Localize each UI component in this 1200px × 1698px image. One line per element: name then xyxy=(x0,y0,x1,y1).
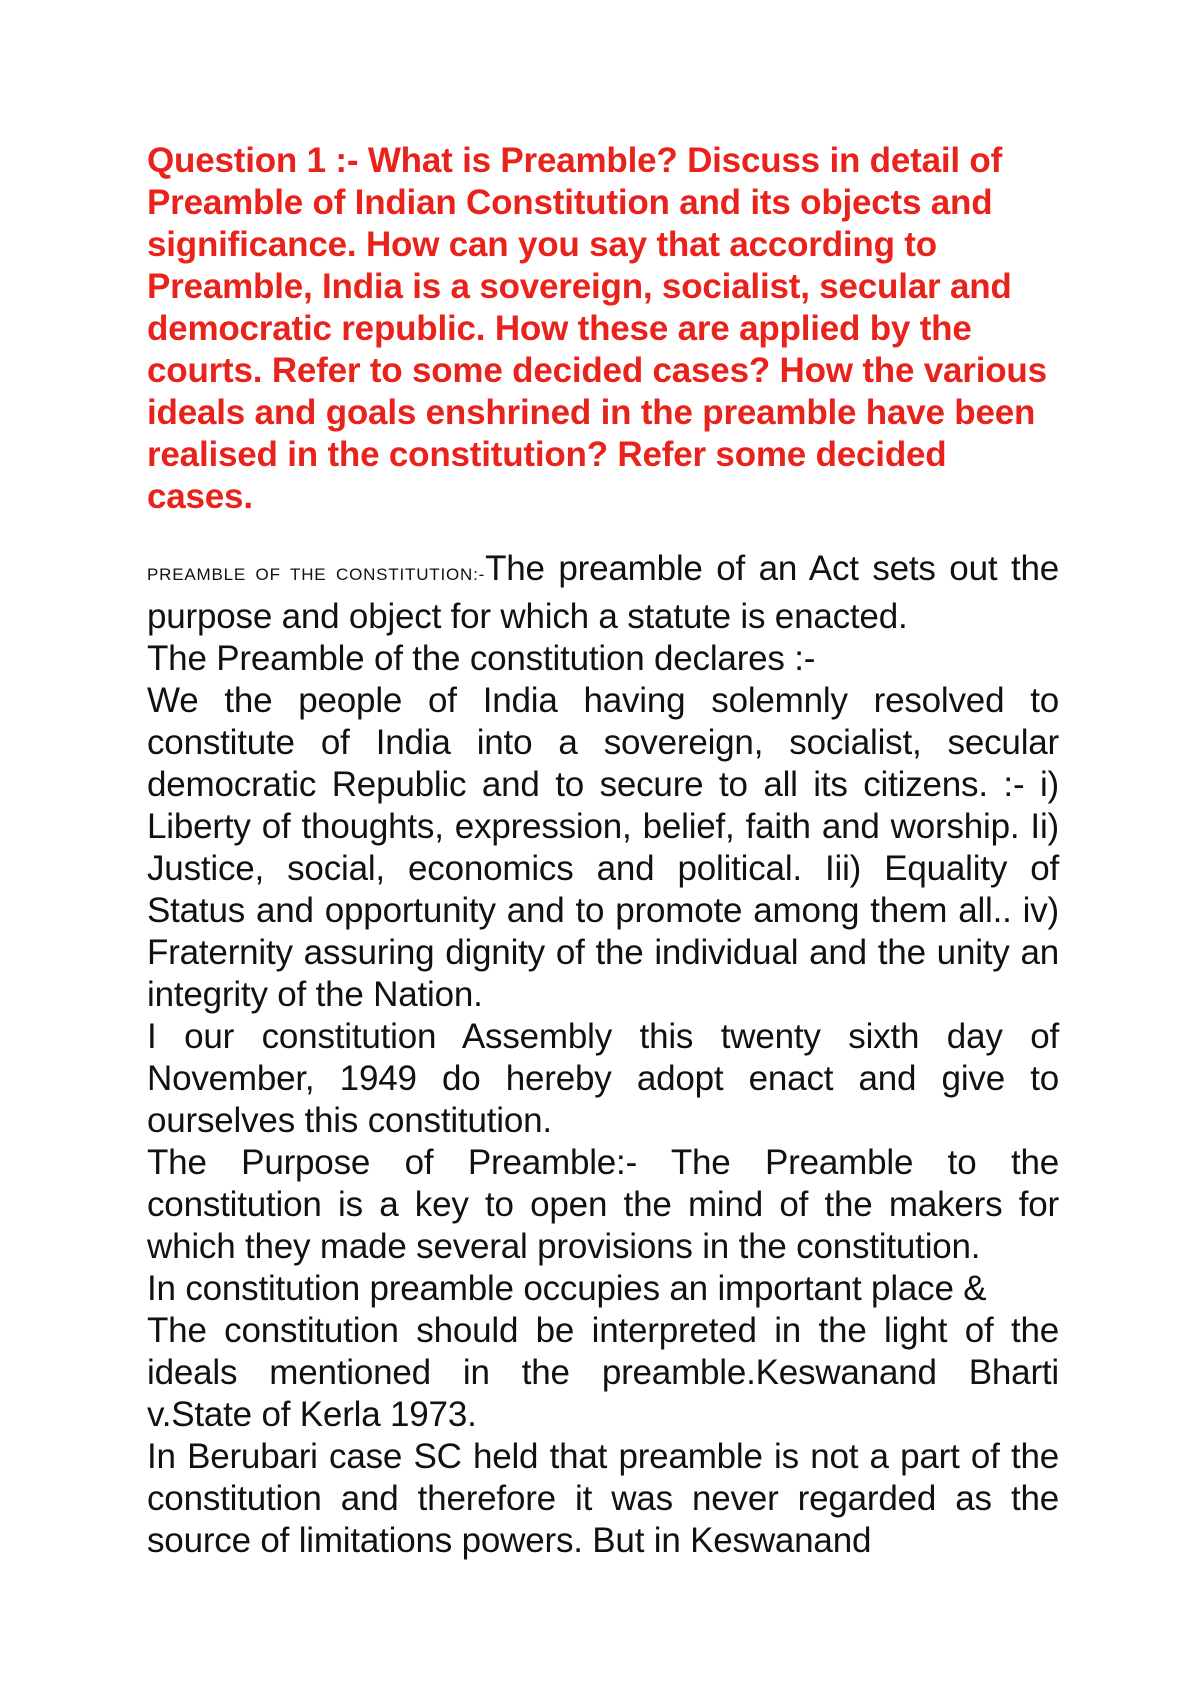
paragraph-1-text: The preamble of an Act sets out the purpose and object for which a statute is enacted. xyxy=(147,549,1059,636)
document-content xyxy=(147,140,1059,1562)
paragraph-5: The Purpose of Preamble:- The Preamble to the constitution is a key to open the mind of the makers for which they made several provisions in the constitution. xyxy=(147,1143,1059,1266)
paragraph-2: The Preamble of the constitution declares :- xyxy=(147,639,816,678)
section-heading: PREAMBLE OF THE CONSTITUTION:- xyxy=(147,565,486,584)
paragraph-3: We the people of India having solemnly resolved to constitute of India into a sovereign, socialist, secular democratic Republic and to secure to all its citizens. :- i) Liberty of thoughts, expression, belief, faith and worship. Ii) Justice, social, economics and political. Iii) Equality of Status and opportunity and to promote among them all.. iv) Fraternity assuring dignity of the individual and the unity an integrity of the Nation. xyxy=(147,681,1059,1014)
question-heading: Question 1 :- What is Preamble? Discuss in detail of Preamble of Indian Constitution and its objects and significance. How can you say that according to Preamble, India is a sovereign, socialist, secular and democratic republic. How these are applied by the courts. Refer to some decided cases? How the various ideals and goals enshrined in the preamble have been realised in the constitution? Refer some decided cases. xyxy=(147,141,1047,516)
paragraph-7: The constitution should be interpreted in the light of the ideals mentioned in the preamble.Keswanand Bharti v.State of Kerla 1973. xyxy=(147,1311,1059,1434)
paragraph-6: In constitution preamble occupies an important place & xyxy=(147,1269,987,1308)
answer-body xyxy=(147,548,1059,1562)
paragraph-1 xyxy=(147,548,1059,638)
paragraph-8: In Berubari case SC held that preamble is not a part of the constitution and therefore it was never regarded as the source of limitations powers. But in Keswanand xyxy=(147,1437,1059,1560)
paragraph-4: I our constitution Assembly this twenty sixth day of November, 1949 do hereby adopt enact and give to ourselves this constitution. xyxy=(147,1017,1059,1140)
